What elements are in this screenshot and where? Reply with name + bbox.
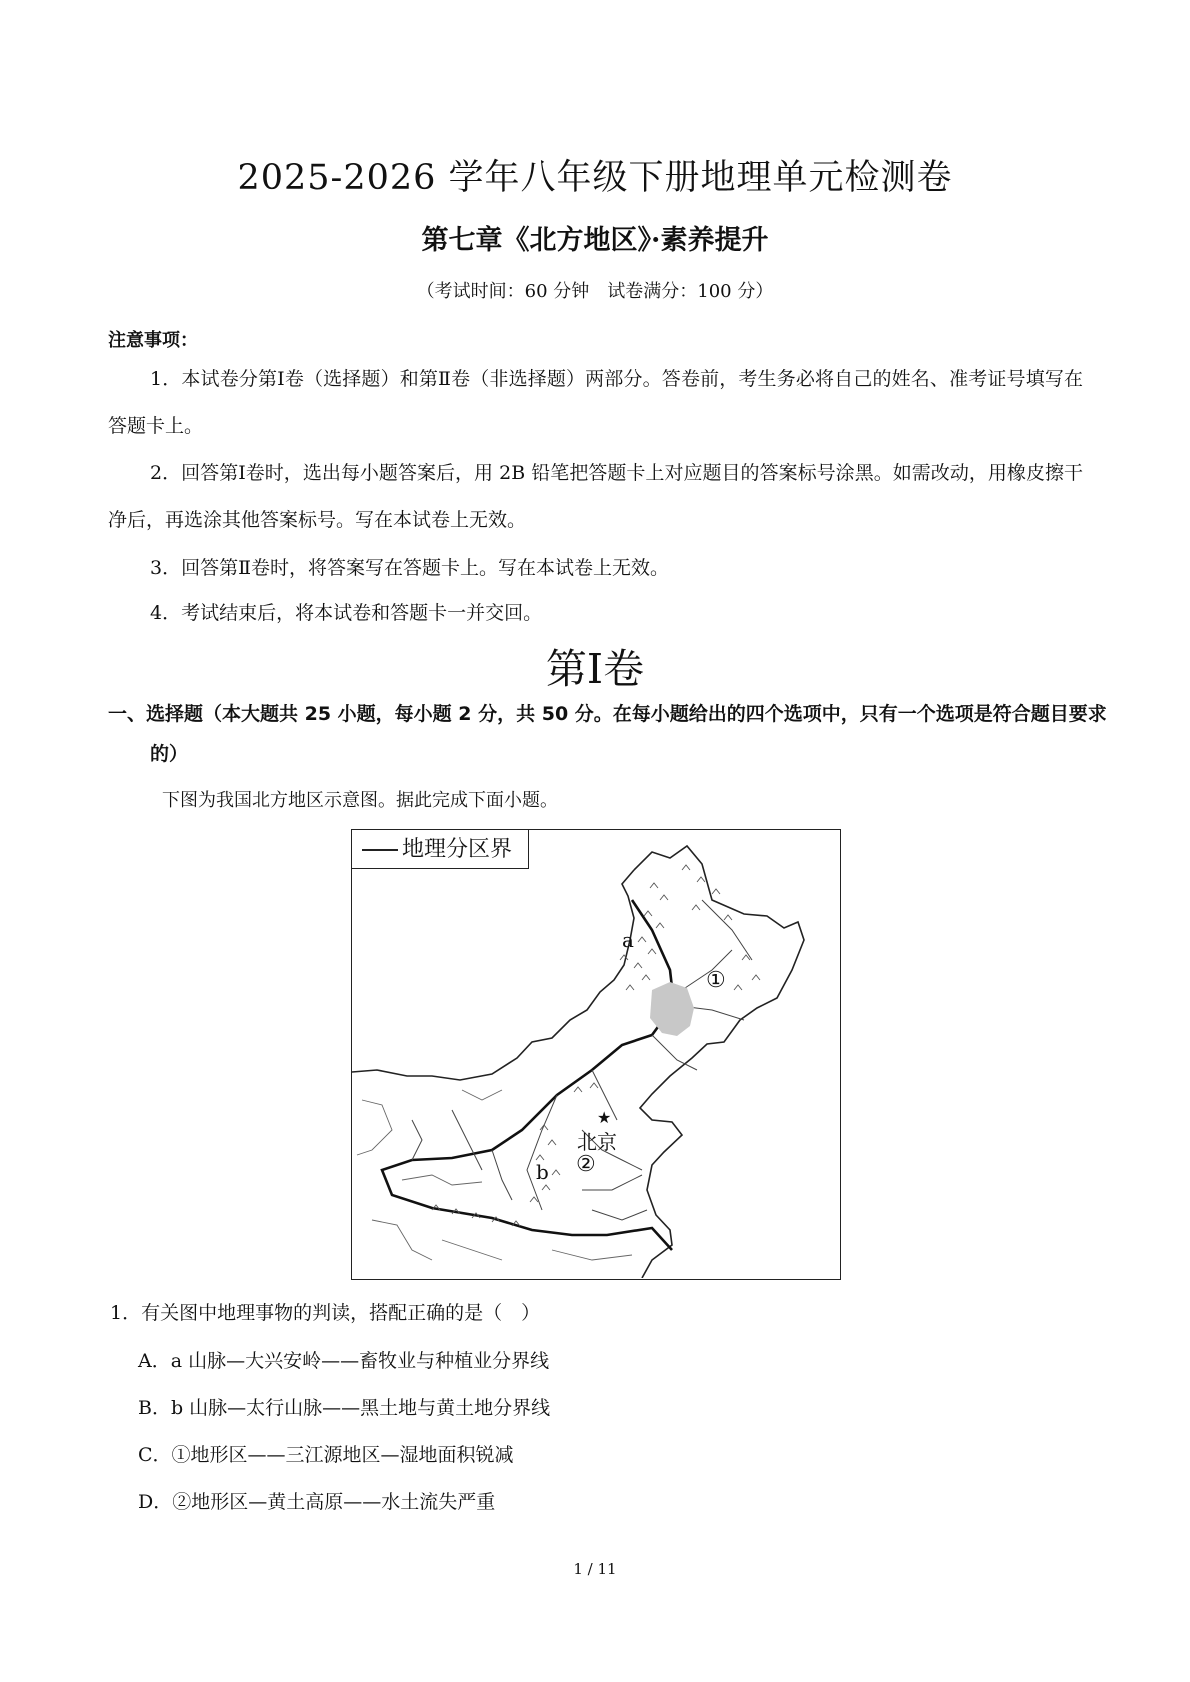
label-region-1: ① (706, 968, 726, 993)
note-item-2: 2．回答第Ⅰ卷时，选出每小题答案后，用 2B 铅笔把答题卡上对应题目的答案标号涂黑。如需改动，用橡皮擦干净后，再选涂其他答案标号。写在本试卷上无效。 (108, 462, 1083, 531)
option-b: B．b 山脉—太行山脉——黑土地与黄土地分界线 (138, 1397, 551, 1419)
label-b: b (536, 1160, 549, 1184)
beijing-star-icon: ★ (597, 1108, 612, 1127)
section-heading: 一、选择题（本大题共 25 小题，每小题 2 分，共 50 分。在每小题给出的四个选项中，只有一个选项是符合题目要求的） (108, 703, 1107, 765)
page-number: 1 / 11 (573, 1560, 617, 1578)
region-boundary (382, 900, 674, 1250)
map-legend (351, 829, 529, 869)
boundary-line-symbol (362, 849, 398, 851)
outline-north (634, 846, 804, 1278)
north-china-map (351, 829, 841, 1280)
mountain-symbols (432, 865, 760, 1226)
exam-info: （考试时间：60 分钟 试卷满分：100 分） (416, 281, 774, 302)
label-a: a (622, 928, 634, 952)
note-item-1: 1．本试卷分第Ⅰ卷（选择题）和第Ⅱ卷（非选择题）两部分。答卷前，考生务必将自己的姓名、准考证号填写在答题卡上。 (108, 368, 1083, 437)
volume-heading: 第Ⅰ卷 (545, 645, 645, 693)
map-drawing (352, 830, 839, 1278)
label-beijing: 北京 (577, 1130, 617, 1154)
option-c: C．①地形区——三江源地区—湿地面积锐减 (138, 1444, 514, 1466)
label-region-2: ② (576, 1152, 596, 1177)
note-item-3: 3．回答第Ⅱ卷时，将答案写在答题卡上。写在本试卷上无效。 (150, 557, 670, 579)
note-item-4: 4．考试结束后，将本试卷和答题卡一并交回。 (150, 602, 543, 624)
outline-west (352, 870, 634, 1080)
question-1-stem: 1．有关图中地理事物的判读，搭配正确的是（ ） (110, 1302, 541, 1324)
chapter-subtitle: 第七章《北方地区》·素养提升 (421, 225, 769, 256)
question-intro: 下图为我国北方地区示意图。据此完成下面小题。 (162, 790, 558, 811)
notes-heading: 注意事项： (108, 330, 198, 351)
exam-title: 2025-2026 学年八年级下册地理单元检测卷 (237, 158, 953, 198)
legend-label: 地理分区界 (402, 837, 513, 862)
option-a: A．a 山脉—大兴安岭——畜牧业与种植业分界线 (138, 1350, 550, 1372)
option-d: D．②地形区—黄土高原——水土流失严重 (138, 1491, 496, 1513)
